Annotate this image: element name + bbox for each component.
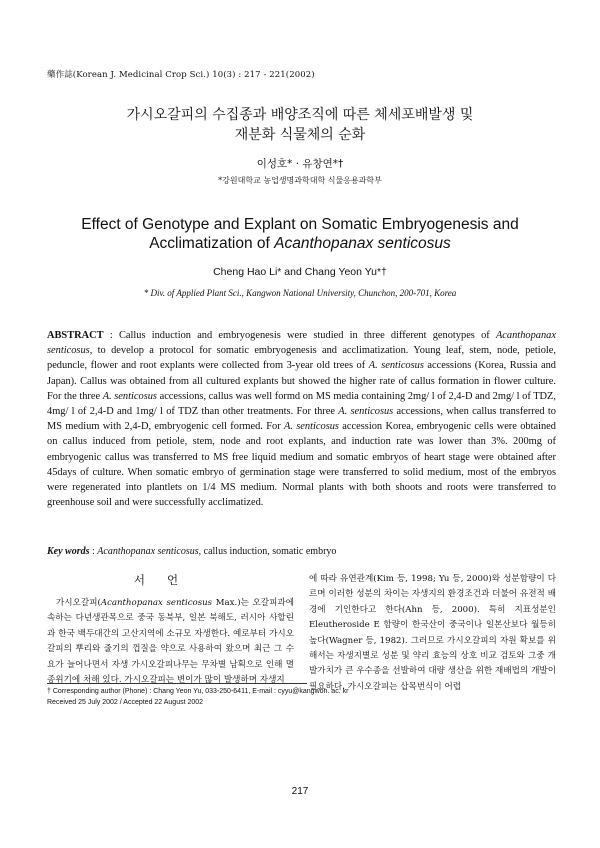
english-title-prefix: Acclimatization of	[149, 235, 275, 252]
section-heading-introduction: 서언	[133, 573, 201, 587]
body-left-text-b: Max.)는 오갈피과에 속하는 다년생관목으로 중국 동북부, 일본 북해도, 러시아 사할린과 한국 백두대간의 고산지역에 소규모 자생한다. 예로부터 가시오갈피의 뿌리와 줄기의 껍질을 약으로 사용하여 왔으며 최근 그 수요가 늘어나면서 자생 가시오갈피나무는 무차별 남획으로 인해 멸종위기에 처해 있다. 가시오갈피는 변이가 많이 발생하며 자생지	[47, 598, 294, 686]
body-column-right	[309, 572, 556, 695]
body-left-text-a: 가시오갈피(	[56, 598, 101, 608]
body-left-species: Acanthopanax senticosus	[100, 598, 213, 608]
abstract-species-2: A. senticosus	[368, 360, 424, 372]
body-right-paragraph: 에 따라 유연관계(Kim 등, 1998; Yu 등, 2000)와 성분함량이 다르며 이러한 성분의 차이는 자생지의 환경조건과 더불어 유전적 배경에 기인한다고 한다(Ahn 등, 2000). 특히 지표성분인 Eleutheroside E 함량이 한국산이 중국이나 일본산보다 월등히 높다(Wagner 등, 1982). 그러므로 가시오갈피의 자원 확보를 위해서는 자생지별로 성분 및 약리 효능의 상호 비교 검토와 그중 개발가치가 큰 우수종을 선발하여 대량 생산을 위한 재배법의 개발이 필요하다. 가시오갈피는 삽목번식이 어렵	[309, 574, 556, 692]
abstract	[47, 328, 556, 510]
abstract-text-3: accessions (Korea, Russia and Japan). Callus was obtained from all cultured explants but showed the higher rate of callus formation in flower culture. For the three	[47, 360, 556, 402]
keywords-species: Acanthopanax senticosus	[97, 546, 199, 557]
abstract-text-6: accession Korea, embryogenic cells were obtained on callus induced from petiole, stem, node and root explants, and induction rate was lower than 3%. 200mg of embryogenic callus was transferred to MS free liquid medium and somatic embryos of heart stage were obtained after 45days of culture. When somatic embryo of germination stage were transferred to solid medium, most of the embryos were regenerated into plantlets on 1/4 MS medium. Normal plants with both shoots and roots were transferred to greenhouse soil and were successfully acclimatized.	[47, 421, 556, 509]
keywords	[47, 546, 556, 557]
english-title-line2	[40, 234, 560, 253]
keywords-separator: :	[89, 546, 98, 557]
english-affiliation: * Div. of Applied Plant Sci., Kangwon National University, Chunchon, 200-701, Korea	[143, 288, 457, 298]
abstract-label: ABSTRACT	[47, 330, 104, 341]
footnote-corresponding-author: † Corresponding author (Phone) : Chang Yeon Yu, 033-250-6411, E-mail : cyyu@kangwon. ac. kr	[47, 688, 349, 695]
abstract-text-2: , to develop a protocol for somatic embryogenesis and acclimatization. Young leaf, stem, node, petiole, peduncle, flower and root explants were collected from 3-year old trees of	[47, 345, 556, 372]
body-column-left	[47, 596, 294, 688]
abstract-text-4: accessions, callus was well formd on MS media containing 2mg/ l of 2,4-D and 2mg/ l of TDZ, 4mg/ l of 2,4-D and 1mg/ l of TDZ than other treatments. For three	[47, 390, 556, 418]
english-authors: Cheng Hao Li* and Chang Yeon Yu*†	[213, 266, 387, 278]
abstract-species-5: A. senticosus	[283, 421, 339, 433]
footnote-received-dates: Received 25 July 2002 / Accepted 22 August 2002	[47, 698, 204, 706]
abstract-species-3: A. senticosus	[102, 390, 157, 402]
abstract-species-1: Acanthopanax senticosus	[47, 330, 556, 357]
abstract-text-1: Callus induction and embryogenesis were studied in three different genotypes of	[118, 330, 496, 341]
abstract-species-4: A. senticosus	[338, 406, 394, 418]
english-title-line1: Effect of Genotype and Explant on Somatic Embryogenesis and	[81, 216, 519, 233]
keywords-rest: , callus induction, somatic embryo	[198, 546, 337, 557]
page-number: 217	[291, 786, 309, 797]
footnote-divider	[47, 683, 307, 684]
footnote	[47, 687, 556, 708]
english-title-species: Acanthopanax senticosus	[274, 235, 451, 252]
korean-affiliation: *강원대학교 농업생명과학대학 식물응용과학부	[218, 176, 382, 185]
korean-authors: 이성호* · 유창연*†	[256, 158, 344, 170]
keywords-label: Key words	[47, 546, 90, 557]
korean-title-line1: 가시오갈피의 수집종과 배양조직에 따른 체세포배발생 및	[126, 107, 474, 123]
abstract-text-5: accessions, when callus transferred to MS medium with 2,4-D, embryogenic cell formed. For	[47, 406, 557, 433]
journal-reference: 藥作誌(Korean J. Medicinal Crop Sci.) 10(3) : 217 - 221(2002)	[47, 70, 315, 80]
body-paragraph	[47, 596, 294, 688]
korean-title-line2: 재분화 식물체의 순화	[234, 127, 366, 143]
abstract-separator: :	[103, 330, 119, 341]
